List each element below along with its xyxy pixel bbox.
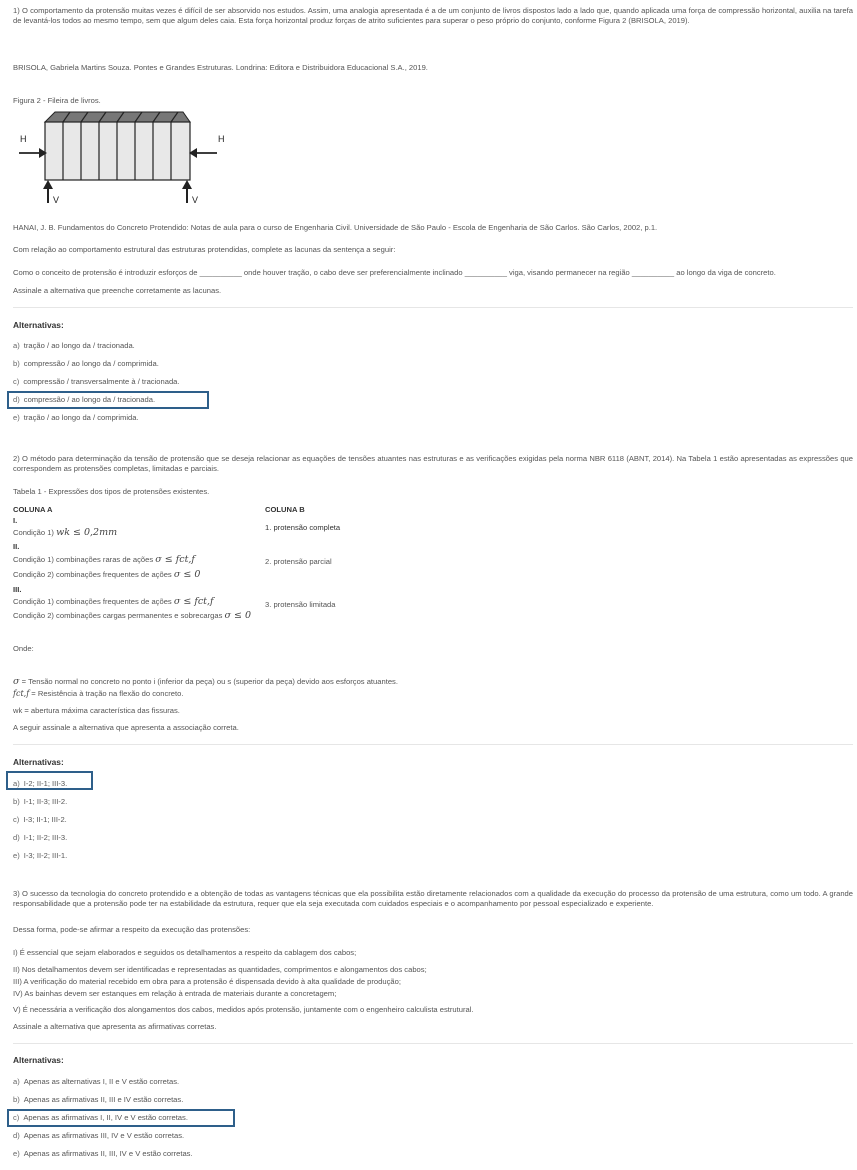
q2-statement: 2) O método para determinação da tensão de protensão que se deseja relacionar as equações de tensões atuantes nas estruturas e as verificações exigidas pela norma NBR 6118 (ABNT, 2014). Na Tabela 1 estão apresentadas as expressões que correspondem as protensões completas, limitadas e parciais.	[13, 454, 853, 473]
q3-option-a[interactable]: a) Apenas as alternativas I, II e V estão corretas.	[13, 1077, 180, 1086]
q2-def-sigma: σ = Tensão normal no concreto no ponto i (inferior da peça) ou s (superior da peça) devido aos esforços atuantes.	[13, 676, 398, 687]
divider	[13, 744, 853, 745]
q2-item2-math1: σ ≤ fct,f	[155, 554, 195, 565]
q2-item3-roman: III.	[13, 585, 22, 594]
q2-item3-math2: σ ≤ 0	[224, 610, 252, 621]
q2-column-b-header: COLUNA B	[265, 505, 305, 514]
q3-statement-iii: III) A verificação do material recebido em obra para a protensão é dispensada devido à alta qualidade de produção;	[13, 977, 401, 986]
q2-option-c[interactable]: c) I-3; II-1; III-2.	[13, 815, 67, 824]
q3-statement-iv: IV) As bainhas devem ser estanques em relação à entrada de materiais durante a concretagem;	[13, 989, 337, 998]
q3-option-c[interactable]: c) Apenas as afirmativas I, II, IV e V estão corretas.	[13, 1113, 188, 1122]
divider	[13, 307, 853, 308]
fig-label-v-left: V	[53, 195, 60, 205]
q2-item2-math2: σ ≤ 0	[173, 569, 201, 580]
q2-colb-2: 2. protensão parcial	[265, 557, 332, 566]
q1-reference-brisola: BRISOLA, Gabriela Martins Souza. Pontes e Grandes Estruturas. Londrina: Editora e Distribuidora Educacional S.A., 2019.	[13, 63, 428, 72]
q2-option-b[interactable]: b) I-1; II-3; III-2.	[13, 797, 68, 806]
q2-option-d[interactable]: d) I-1; II-2; III-3.	[13, 833, 68, 842]
q2-item2-condition2: Condição 2) combinações frequentes de ações σ ≤ 0	[13, 569, 201, 580]
q1-option-c[interactable]: c) compressão / transversalmente à / tracionada.	[13, 377, 180, 386]
q2-option-e[interactable]: e) I-3; II-2; III-1.	[13, 851, 68, 860]
q2-item1-math: wk ≤ 0,2mm	[56, 527, 118, 538]
fig-label-h-right: H	[218, 134, 225, 144]
q1-reference-hanai: HANAI, J. B. Fundamentos do Concreto Protendido: Notas de aula para o curso de Engenharia Civil. Universidade de São Paulo - Escola de Engenharia de São Carlos. São Carlos, 2002, p.1.	[13, 223, 658, 232]
q1-option-a[interactable]: a) tração / ao longo da / tracionada.	[13, 341, 135, 350]
q2-instruction: A seguir assinale a alternativa que apresenta a associação correta.	[13, 723, 239, 732]
q2-colb-3: 3. protensão limitada	[265, 600, 336, 609]
q2-item3-condition1: Condição 1) combinações frequentes de ações σ ≤ fct,f	[13, 596, 214, 607]
q1-selected-highlight	[7, 391, 209, 409]
divider	[13, 1043, 853, 1044]
q3-statement-v: V) É necessária a verificação dos alongamentos dos cabos, medidos após protensão, juntamente com o engenheiro calculista estrutural.	[13, 1005, 474, 1014]
q2-item3-math1: σ ≤ fct,f	[173, 596, 214, 607]
q3-option-b[interactable]: b) Apenas as afirmativas II, III e IV estão corretas.	[13, 1095, 184, 1104]
books-figure	[15, 108, 235, 208]
q1-statement: 1) O comportamento da protensão muitas vezes é difícil de ser absorvido nos estudos. Assim, uma analogia apresentada é a de um conjunto de livros dispostos lado a lado que, quando aplicada uma força de compressão horizontal, auxilia na tarefa de levantá-los todos ao mesmo tempo, sem que algum deles caia. Esta força horizontal produz forças de atrito suficientes para superar o peso próprio do conjunto, conforme Figura 2 (BRISOLA, 2019).	[13, 6, 853, 25]
q3-statement: 3) O sucesso da tecnologia do concreto protendido e a obtenção de todas as vantagens técnicas que ela possibilita estão diretamente relacionados com a qualidade da execução do processo da protensão de uma estrutura, como um todo. A grande responsabilidade que a protensão pode ter na estabilidade da estrutura, requer que ela seja executada com cuidados especiais e o acompanhamento por pessoal especializado e experiente.	[13, 889, 853, 908]
q2-def-fct: fct,f = Resistência à tração na flexão do concreto.	[13, 689, 184, 698]
q1-alternatives-heading: Alternativas:	[13, 320, 64, 330]
q2-option-a[interactable]: a) I-2; II-1; III-3.	[13, 779, 68, 788]
q3-alternatives-heading: Alternativas:	[13, 1055, 64, 1065]
fig-label-v-right: V	[192, 195, 199, 205]
q1-prompt: Com relação ao comportamento estrutural das estruturas protendidas, complete as lacunas da sentença a seguir:	[13, 245, 396, 254]
q2-onde: Onde:	[13, 644, 34, 653]
q2-item2-condition1: Condição 1) combinações raras de ações σ ≤ fct,f	[13, 554, 195, 565]
q1-figure-caption: Figura 2 - Fileira de livros.	[13, 96, 101, 105]
q1-option-e[interactable]: e) tração / ao longo da / comprimida.	[13, 413, 139, 422]
q2-item1-condition: Condição 1) wk ≤ 0,2mm	[13, 527, 118, 538]
q3-selected-highlight	[7, 1109, 235, 1127]
q2-column-a-header: COLUNA A	[13, 505, 53, 514]
q1-instruction: Assinale a alternativa que preenche corretamente as lacunas.	[13, 286, 222, 295]
q2-def-wk: wk = abertura máxima característica das fissuras.	[13, 706, 180, 715]
q3-prompt: Dessa forma, pode-se afirmar a respeito da execução das protensões:	[13, 925, 251, 934]
q2-table-caption: Tabela 1 - Expressões dos tipos de protensões existentes.	[13, 487, 210, 496]
q2-item3-condition2: Condição 2) combinações cargas permanentes e sobrecargas σ ≤ 0	[13, 610, 252, 621]
fig-label-h-left: H	[20, 134, 27, 144]
q3-option-e[interactable]: e) Apenas as afirmativas II, III, IV e V estão corretas.	[13, 1149, 193, 1158]
q2-item1-roman: I.	[13, 516, 18, 525]
q3-instruction: Assinale a alternativa que apresenta as afirmativas corretas.	[13, 1022, 217, 1031]
q1-option-b[interactable]: b) compressão / ao longo da / comprimida.	[13, 359, 159, 368]
q1-option-d[interactable]: d) compressão / ao longo da / tracionada.	[13, 395, 156, 404]
q1-sentence: Como o conceito de protensão é introduzir esforços de __________ onde houver tração, o cabo deve ser preferencialmente inclinado __________ viga, visando permanecer na região __________ ao longo da viga de concreto.	[13, 268, 776, 277]
q2-item2-roman: II.	[13, 542, 20, 551]
q2-colb-1: 1. protensão completa	[265, 523, 341, 532]
q3-statement-ii: II) Nos detalhamentos devem ser identificadas e representadas as quantidades, comprimentos e alongamentos dos cabos;	[13, 965, 427, 974]
q3-statement-i: I) É essencial que sejam elaborados e seguidos os detalhamentos a respeito da cablagem dos cabos;	[13, 948, 357, 957]
q2-alternatives-heading: Alternativas:	[13, 757, 64, 767]
q2-selected-highlight	[6, 771, 93, 790]
q3-option-d[interactable]: d) Apenas as afirmativas III, IV e V estão corretas.	[13, 1131, 185, 1140]
